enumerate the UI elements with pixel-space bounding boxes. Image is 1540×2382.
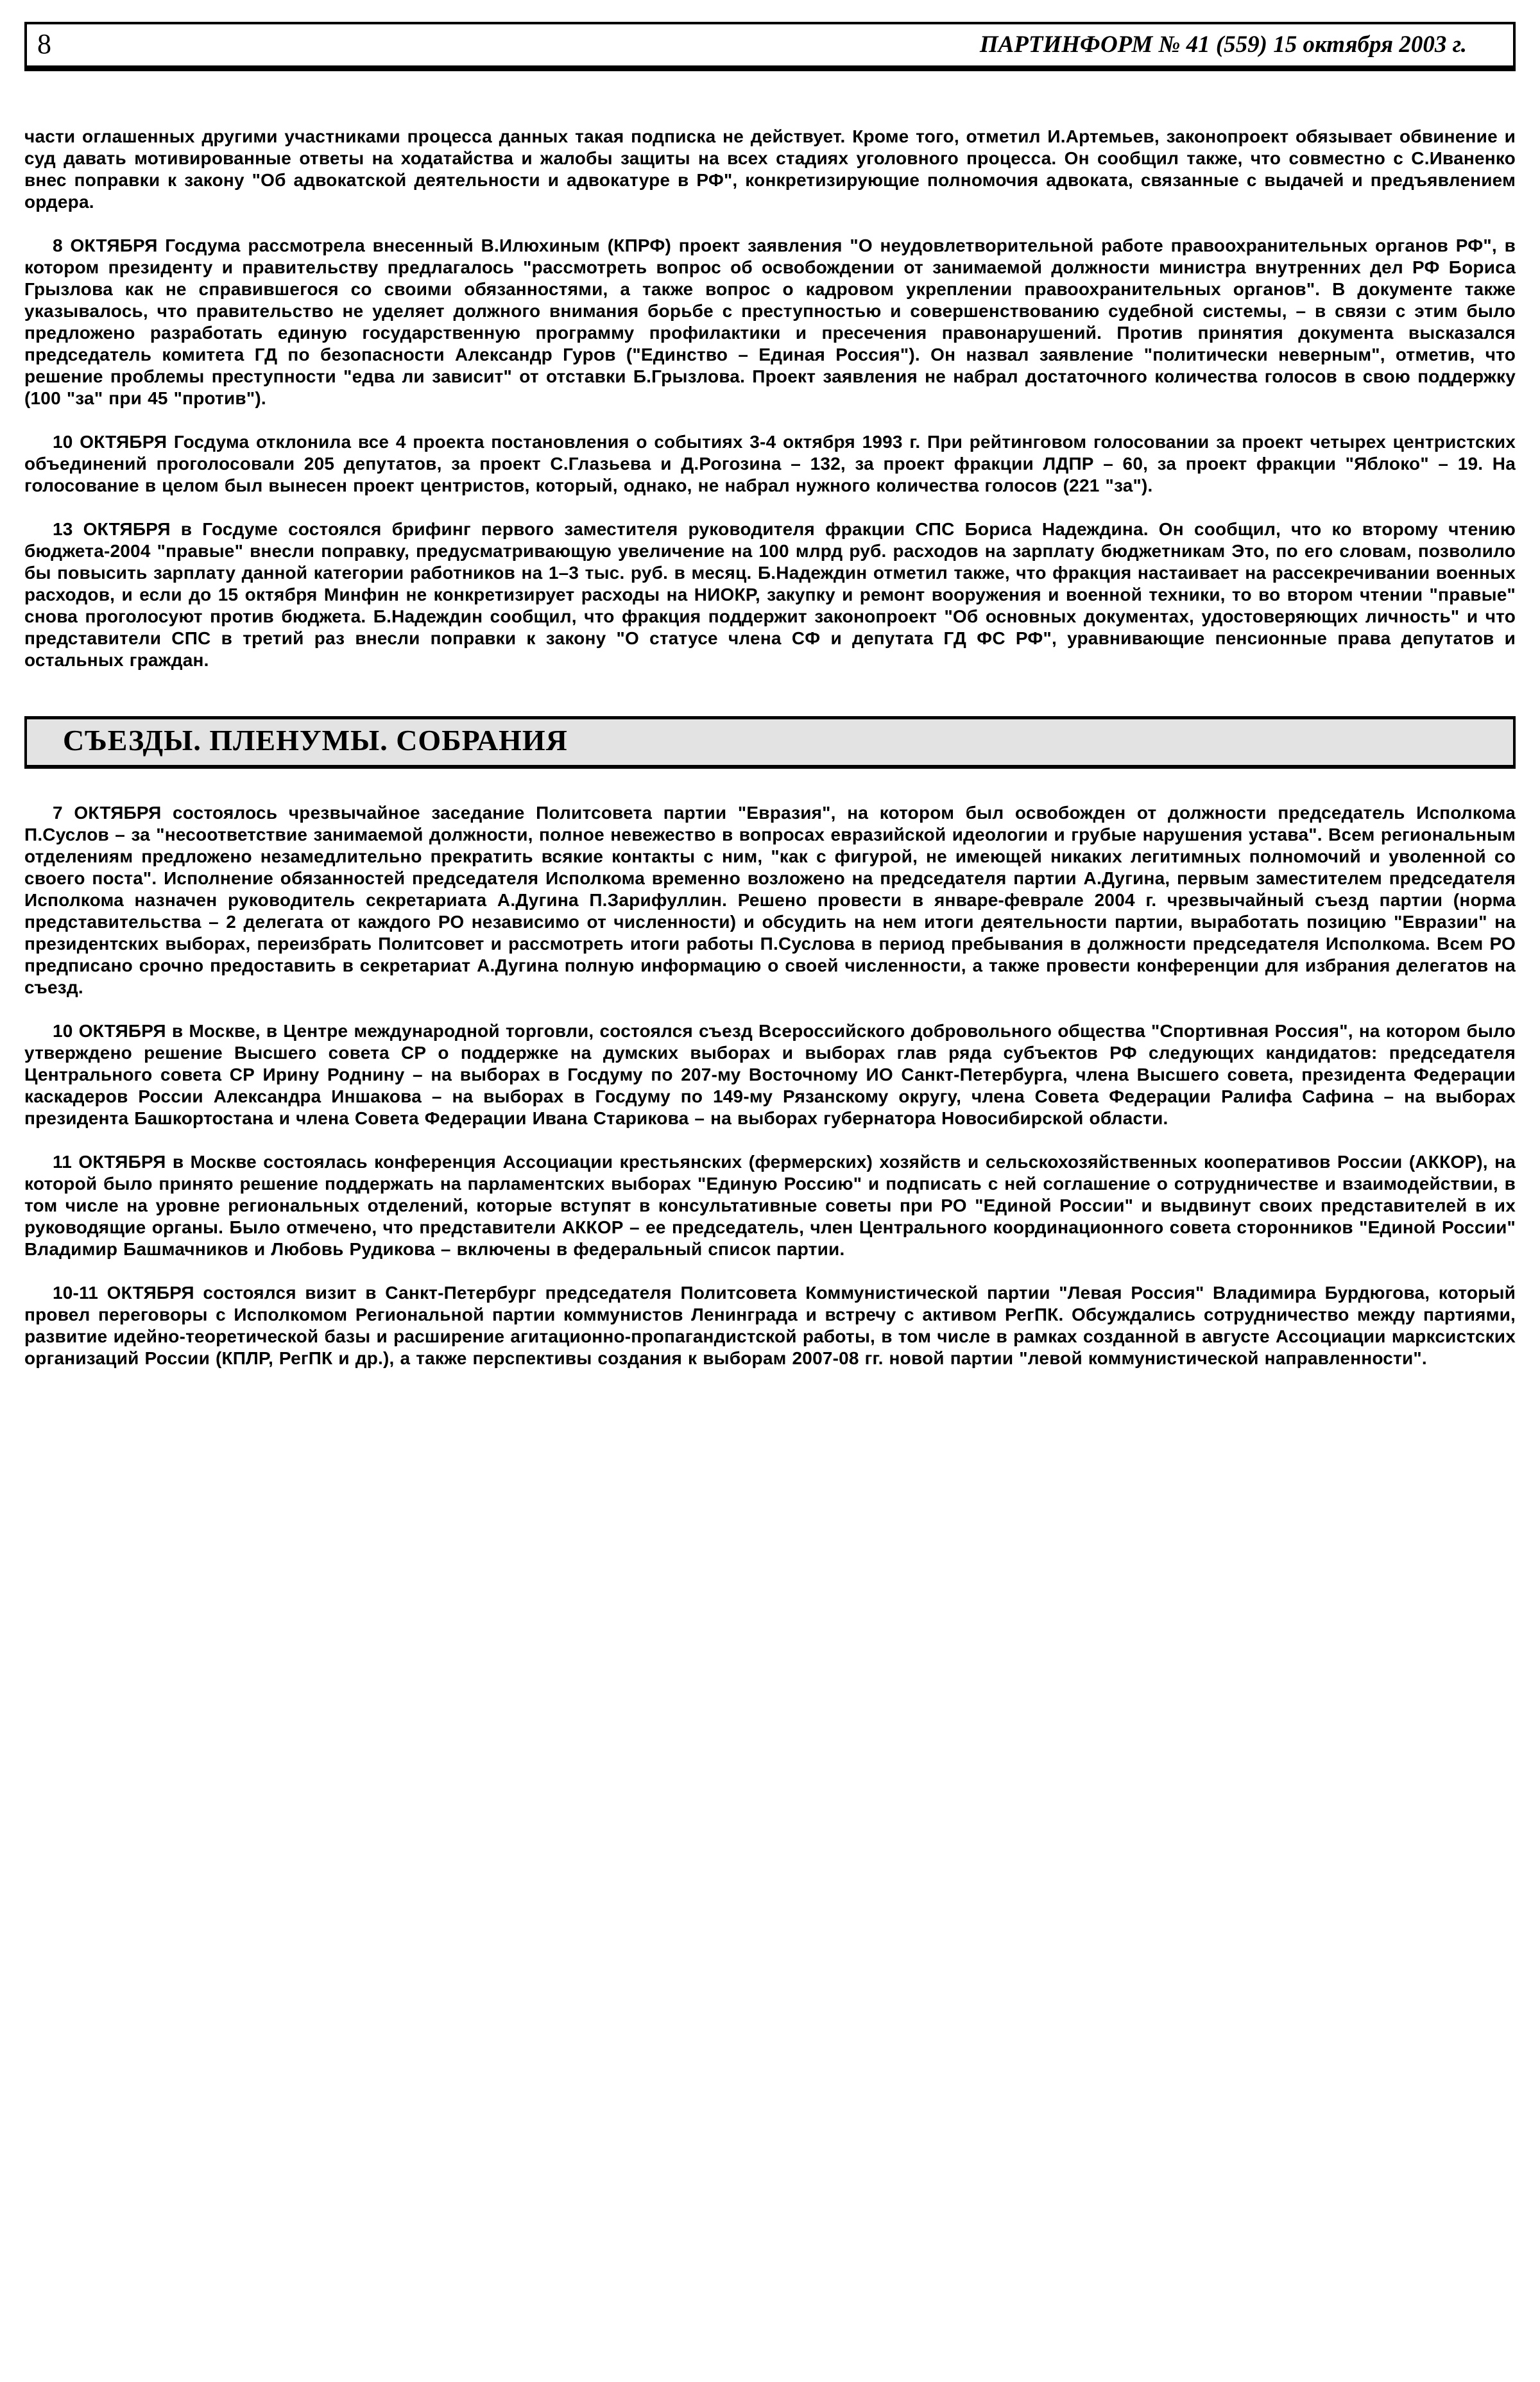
newsletter-title: ПАРТИНФОРМ № 41 (559) 15 октября 2003 г. xyxy=(979,31,1467,58)
page-content xyxy=(24,126,1516,1391)
body-paragraph-oct10-duma: 10 ОКТЯБРЯ Госдума отклонила все 4 проекта постановления о событиях 3-4 октября 1993 г. При рейтинговом голосовании за проект четырех центристских объединений проголосовали 205 депутатов, за проект С.Глазьева и Д.Рогозина – 132, за проект фракции ЛДПР – 60, за проект фракции "Яблоко" – 19. На голосование в целом был вынесен проект центристов, который, однако, не набрал нужного количества голосов (221 "за"). xyxy=(24,432,1516,495)
page-number: 8 xyxy=(37,28,51,60)
body-paragraph-oct7: 7 ОКТЯБРЯ состоялось чрезвычайное заседание Политсовета партии "Евразия", на котором был освобожден от должности председатель Исполкома П.Суслов – за "несоответствие занимаемой должности, полное невежество в вопросах евразийской идеологии и грубые нарушения устава". Всем региональным отделениям предложено незамедлительно прекратить всякие контакты с ним, "как с фигурой, не имеющей никаких легитимных полномочий и уволенной со своего поста". Исполнение обязанностей председателя Исполкома временно возложено на председателя партии А.Дугина, первым заместителем председателя Исполкома назначен руководитель секретариата А.Дугина П.Зарифуллин. Решено провести в январе-феврале 2004 г. чрезвычайный съезд партии (норма представительства – 2 делегата от каждого РО независимо от численности) и обсудить на нем итоги деятельности партии, выработать позицию "Евразии" на президентских выборах, переизбрать Политсовет и рассмотреть итоги работы П.Суслова в период пребывания в должности председателя Исполкома. Всем РО предписано срочно предоставить в секретариат А.Дугина полную информацию о своей численности, а также провести конференции для избрания делегатов на съезд. xyxy=(24,802,1516,997)
body-paragraph-oct10-11: 10-11 ОКТЯБРЯ состоялся визит в Санкт-Петербург председателя Политсовета Коммунистической партии "Левая Россия" Владимира Бурдюгова, который провел переговоры с Исполкомом Региональной партии коммунистов Ленинграда и встречу с активом РегПК. Обсуждались сотрудничество между партиями, развитие идейно-теоретической базы и расширение агитационно-пропагандистской работы, в том числе в рамках созданной в августе Ассоциации марксистских организаций России (КПЛР, РегПК и др.), а также перспективы создания к выборам 2007-08 гг. новой партии "левой коммунистической направленности". xyxy=(24,1282,1516,1368)
section-title: СЪЕЗДЫ. ПЛЕНУМЫ. СОБРАНИЯ xyxy=(63,724,568,757)
page-header xyxy=(24,22,1516,71)
body-paragraph-oct10-congress: 10 ОКТЯБРЯ в Москве, в Центре международной торговли, состоялся съезд Всероссийского добровольного общества "Спортивная Россия", на котором было утверждено решение Высшего совета СР о поддержке на думских выборах и выборах глав ряда субъектов РФ следующих кандидатов: председателя Центрального совета СР Ирину Роднину – на выборах в Госдуму по 207-му Восточному ИО Санкт-Петербурга, члена Высшего совета, президента Федерации каскадеров России Александра Иншакова – на выборах в Госдуму по 149-му Рязанскому округу, члена Совета Федерации Ралифа Сафина – на выборах президента Башкортостана и члена Совета Федерации Ивана Старикова – на выборах губернатора Новосибирской области. xyxy=(24,1020,1516,1128)
body-paragraph-oct13: 13 ОКТЯБРЯ в Госдуме состоялся брифинг первого заместителя руководителя фракции СПС Бориса Надеждина. Он сообщил, что ко второму чтению бюджета-2004 "правые" внесли поправку, предусматривающую увеличение на 100 млрд руб. расходов на зарплату бюджетникам Это, по его словам, позволило бы повысить зарплату данной категории работников на 1–3 тыс. руб. в месяц. Б.Надеждин отметил также, что фракция настаивает на рассекречивании военных расходов, и если до 15 октября Минфин не конкретизирует расходы на НИОКР, закупку и ремонт вооружения и военной техники, то во втором чтении "правые" снова проголосуют против бюджета. Б.Надеждин сообщил, что фракция поддержит законопроект "Об основных документах, удостоверяющих личность" и что представители СПС в третий раз внесли поправки к закону "О статусе члена СФ и депутата ГД ФС РФ", уравнивающие пенсионные права депутатов и остальных граждан. xyxy=(24,519,1516,670)
body-paragraph-oct8: 8 ОКТЯБРЯ Госдума рассмотрела внесенный В.Илюхиным (КПРФ) проект заявления "О неудовлетворительной работе правоохранительных органов РФ", в котором президенту и правительству предлагалось "рассмотреть вопрос об освобождении от занимаемой должности министра внутренних дел РФ Бориса Грызлова как не справившегося со своими обязанностями, а также вопрос о кадровом укреплении правоохранительных органов". В документе также указывалось, что правительство не уделяет должного внимания борьбе с преступностью и совершенствованию судебной системы, – в связи с этим было предложено разработать единую государственную программу профилактики и пресечения правонарушений. Против принятия документа высказался председатель комитета ГД по безопасности Александр Гуров ("Единство – Единая Россия"). Он назвал заявление "политически неверным", отметив, что решение проблемы преступности "едва ли зависит" от отставки Б.Грызлова. Проект заявления не набрал достаточного количества голосов в свою поддержку (100 "за" при 45 "против"). xyxy=(24,236,1516,408)
body-paragraph-oct11: 11 ОКТЯБРЯ в Москве состоялась конференция Ассоциации крестьянских (фермерских) хозяйств и сельскохозяйственных кооперативов России (АККОР), на которой было принято решение поддержать на парламентских выборах "Единую Россию" и подписать с ней соглашение о сотрудничестве и взаимодействии, в том числе на уровне региональных отделений, которые вступят в консультативные советы при РО "Единой России" и выдвинут своих представителей в их руководящие органы. Было отмечено, что представители АККОР – ее председатель, член Центрального координационного совета сторонников "Единой России" Владимир Башмачников и Любовь Рудикова – включены в федеральный список партии. xyxy=(24,1151,1516,1259)
body-paragraph-continuation: части оглашенных другими участниками процесса данных такая подписка не действует. Кроме того, отметил И.Артемьев, законопроект обязывает обвинение и суд давать мотивированные ответы на ходатайства и жалобы защиты на всех стадиях уголовного процесса. Он сообщил также, что совместно с С.Иваненко внес поправки к закону "Об адвокатской деятельности и адвокатуре в РФ", конкретизирующие полномочия адвоката, связанные с выдачей и предъявлением ордера. xyxy=(24,126,1516,212)
section-header xyxy=(24,716,1516,769)
